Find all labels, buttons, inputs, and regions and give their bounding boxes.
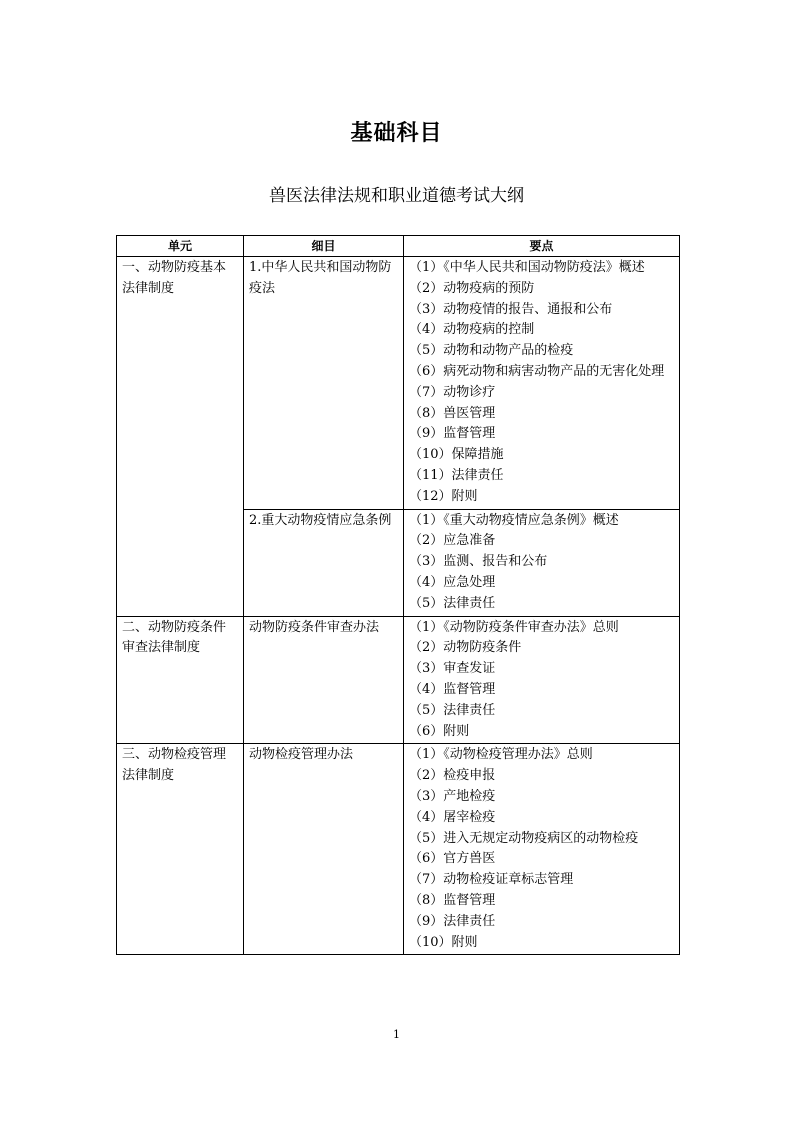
point-item: （5）进入无规定动物疫病区的动物检疫: [409, 830, 639, 846]
point-item: （7）动物检疫证章标志管理: [409, 872, 574, 888]
point-item: （5）法律责任: [409, 595, 496, 611]
point-item: （2）动物防疫条件: [409, 640, 522, 656]
detail-cell: 1.中华人民共和国动物防疫法: [244, 257, 404, 510]
header-detail: 细目: [244, 236, 404, 257]
point-item: （8）监督管理: [409, 892, 496, 908]
point-item: （4）屠宰检疫: [409, 809, 496, 825]
point-item: （6）附则: [409, 723, 470, 739]
page-title: 基础科目: [350, 120, 443, 146]
point-item: （4）监督管理: [409, 681, 496, 697]
point-item: （1）《重大动物疫情应急条例》概述: [409, 512, 619, 528]
page-subtitle: 兽医法律法规和职业道德考试大纲: [269, 186, 524, 206]
unit-cell: 二、动物防疫条件审查法律制度: [117, 616, 244, 744]
point-item: （6）官方兽医: [409, 851, 496, 867]
point-item: （10）附则: [409, 934, 478, 950]
point-item: （11）法律责任: [409, 467, 504, 483]
point-item: （3）动物疫情的报告、通报和公布: [409, 301, 613, 317]
detail-cell: 动物检疫管理办法: [244, 744, 404, 955]
point-item: （7）动物诊疗: [409, 384, 496, 400]
points-cell: [404, 744, 680, 955]
header-unit: 单元: [117, 236, 244, 257]
point-item: （2）动物疫病的预防: [409, 280, 535, 296]
point-item: （9）法律责任: [409, 913, 496, 929]
unit-cell: 一、动物防疫基本法律制度: [117, 257, 244, 617]
point-item: （6）病死动物和病害动物产品的无害化处理: [409, 363, 665, 379]
detail-cell: 2.重大动物疫情应急条例: [244, 509, 404, 616]
point-item: （1）《动物检疫管理办法》总则: [409, 747, 593, 763]
points-cell: [404, 509, 680, 616]
header-points: 要点: [404, 236, 680, 257]
table-header-row: [117, 236, 680, 257]
table-row: [117, 744, 680, 955]
point-item: （4）动物疫病的控制: [409, 322, 535, 338]
unit-cell: 三、动物检疫管理法律制度: [117, 744, 244, 955]
point-item: （5）动物和动物产品的检疫: [409, 343, 574, 359]
page-number: 1: [393, 1028, 400, 1041]
point-item: （12）附则: [409, 488, 478, 504]
point-item: （3）产地检疫: [409, 788, 496, 804]
point-item: （3）监测、报告和公布: [409, 554, 548, 570]
point-item: （4）应急处理: [409, 574, 496, 590]
detail-cell: 动物防疫条件审查办法: [244, 616, 404, 744]
point-item: （10）保障措施: [409, 447, 504, 463]
points-cell: [404, 257, 680, 510]
table-row: [117, 616, 680, 744]
point-item: （3）审查发证: [409, 661, 496, 677]
point-item: （8）兽医管理: [409, 405, 496, 421]
table-row: [117, 257, 680, 510]
points-cell: [404, 616, 680, 744]
point-item: （5）法律责任: [409, 702, 496, 718]
point-item: （1）《中华人民共和国动物防疫法》概述: [409, 260, 645, 275]
outline-table: [116, 235, 680, 955]
point-item: （2）应急准备: [409, 533, 496, 549]
point-item: （1）《动物防疫条件审查办法》总则: [409, 619, 619, 635]
point-item: （2）检疫申报: [409, 768, 496, 784]
point-item: （9）监督管理: [409, 426, 496, 442]
